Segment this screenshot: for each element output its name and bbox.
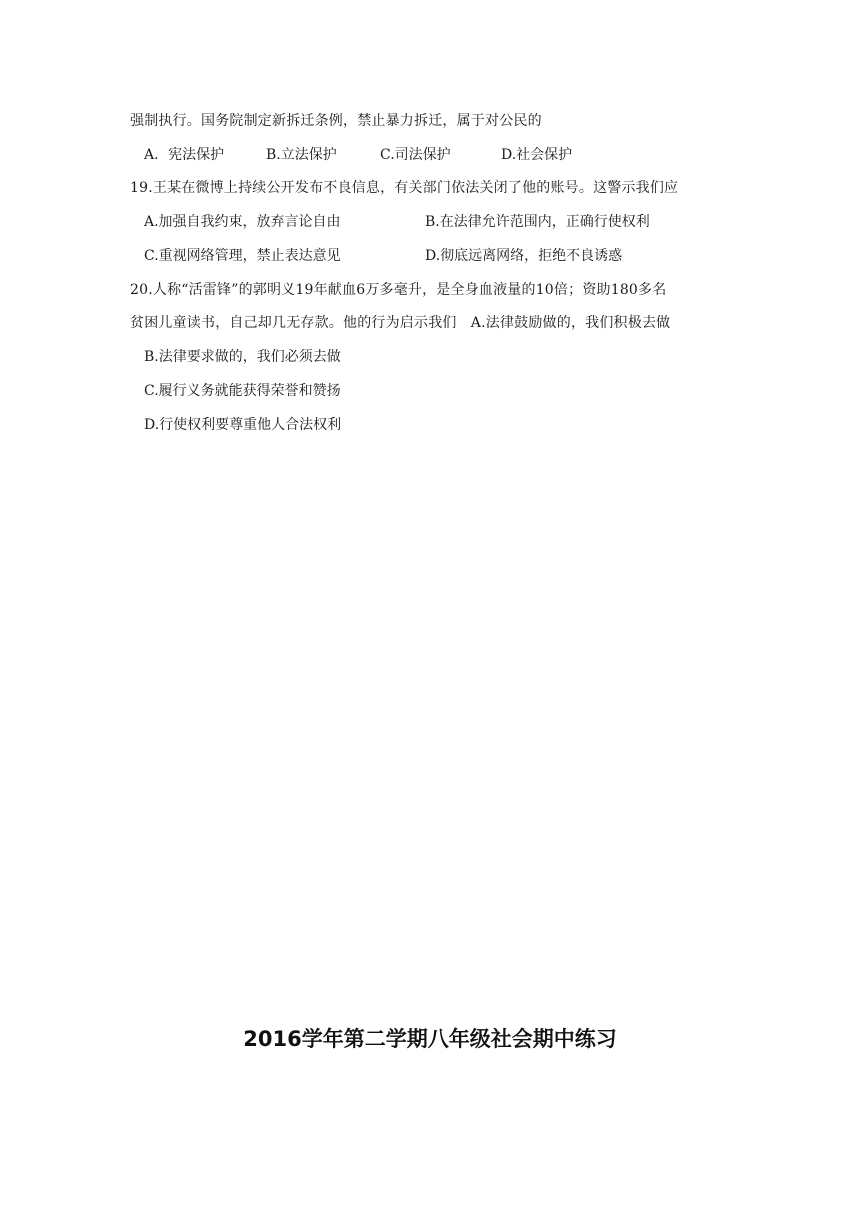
q20-stem-line1: 20.人称“活雷锋”的郭明义19年献血6万多毫升，是全身血液量的10倍；资助180多名 — [130, 282, 667, 298]
q19-option-c: C.重视网络管理，禁止表达意见 — [144, 248, 341, 264]
q18-option-c: C.司法保护 — [380, 147, 451, 163]
q20-option-d: D.行使权利要尊重他人合法权利 — [144, 417, 342, 433]
q19-option-a: A.加强自我约束，放弃言论自由 — [144, 214, 341, 230]
exam-title: 2016学年第二学期八年级社会期中练习 — [243, 1027, 617, 1051]
q19-option-b: B.在法律允许范围内，正确行使权利 — [425, 214, 650, 230]
q20-stem-line2: 贫困儿童读书，自己却几无存款。他的行为启示我们 A.法律鼓励做的，我们积极去做 — [130, 315, 671, 331]
q18-option-a: A．宪法保护 — [144, 147, 225, 163]
q18-option-b: B.立法保护 — [266, 147, 337, 163]
q18-option-d: D.社会保护 — [501, 147, 573, 163]
q19-option-d: D.彻底远离网络，拒绝不良诱惑 — [425, 248, 623, 264]
q20-option-b: B.法律要求做的，我们必须去做 — [144, 349, 341, 365]
q20-option-c: C.履行义务就能获得荣誉和赞扬 — [144, 383, 341, 399]
q18-stem-continuation: 强制执行。国务院制定新拆迁条例，禁止暴力拆迁，属于对公民的 — [130, 113, 542, 129]
q19-stem: 19.王某在微博上持续公开发布不良信息，有关部门依法关闭了他的账号。这警示我们应 — [130, 180, 679, 196]
